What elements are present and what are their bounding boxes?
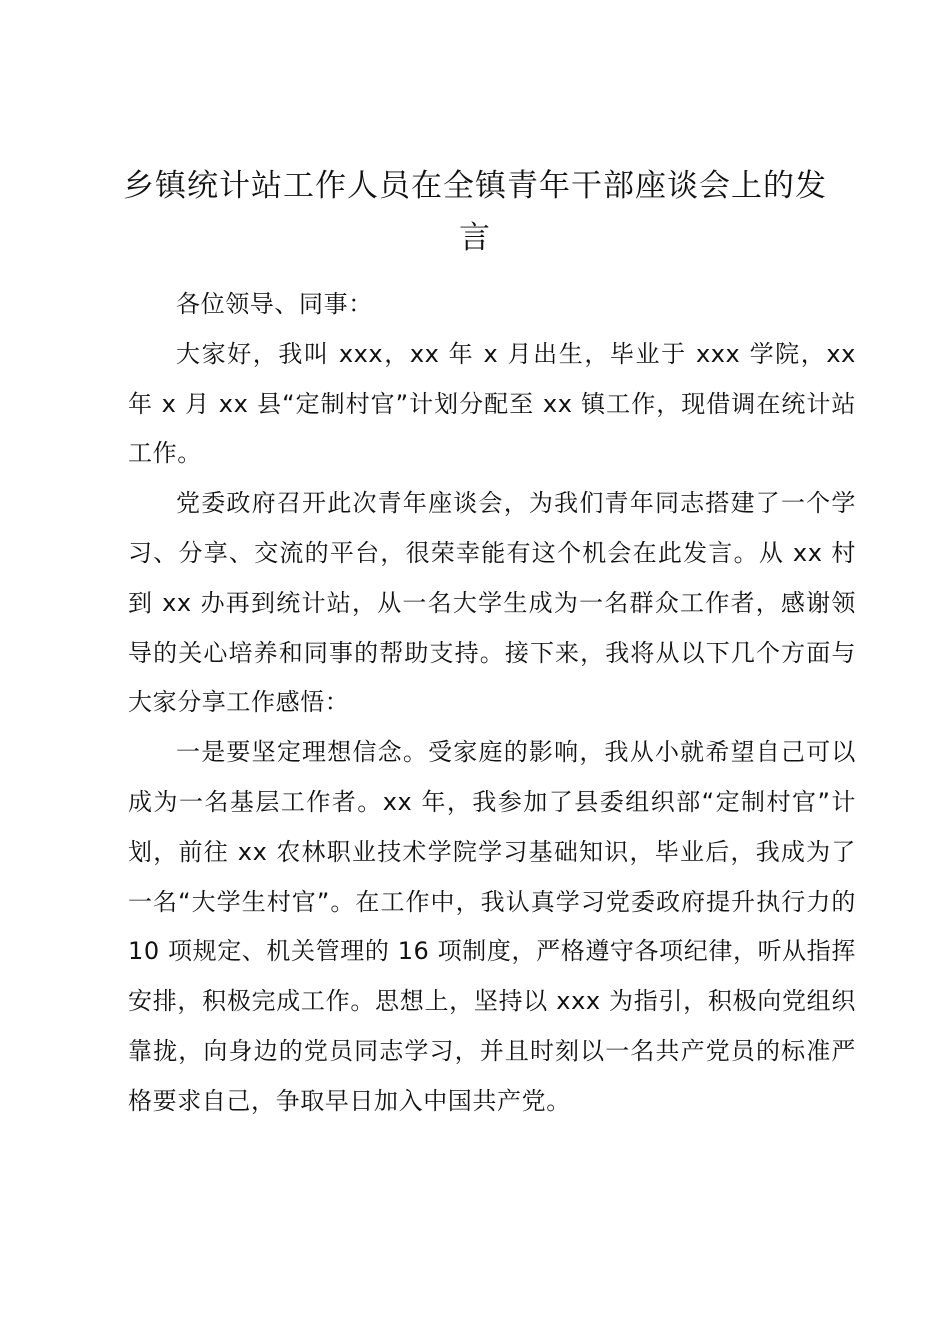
greeting-paragraph: 各位领导、同事： [176, 290, 373, 318]
ideals-paragraph: 一是要坚定理想信念。受家庭的影响，我从小就希望自己可以成为一名基层工作者。xx 年，我参加了县委组织部“定制村官”计划，前往 xx 农林职业技术学院学习基础知识，毕业后，我成为了一名“大学生村官”。在工作中，我认真学习党委政府提升执行力的 10 项规定、机关管理的 16 项制度，严格遵守各项纪律，听从指挥安排，积极完成工作。思想上，坚持以 xxx 为指引，积极向党组织靠拢，向身边的党员同志学习，并且时刻以一名共产党员的标准严格要求自己，争取早日加入中国共产党。 [128, 738, 856, 1115]
gratitude-paragraph: 党委政府召开此次青年座谈会，为我们青年同志搭建了一个学习、分享、交流的平台，很荣幸能有这个机会在此发言。从 xx 村到 xx 办再到统计站，从一名大学生成为一名群众工作者，感谢领导的关心培养和同事的帮助支持。接下来，我将从以下几个方面与大家分享工作感悟： [128, 489, 856, 717]
document-body [128, 280, 856, 1127]
document-title: 乡镇统计站工作人员在全镇青年干部座谈会上的发言 [123, 168, 827, 256]
introduction-paragraph: 大家好，我叫 xxx，xx 年 x 月出生，毕业于 xxx 学院，xx 年 x 月 xx 县“定制村官”计划分配至 xx 镇工作，现借调在统计站工作。 [128, 339, 856, 468]
